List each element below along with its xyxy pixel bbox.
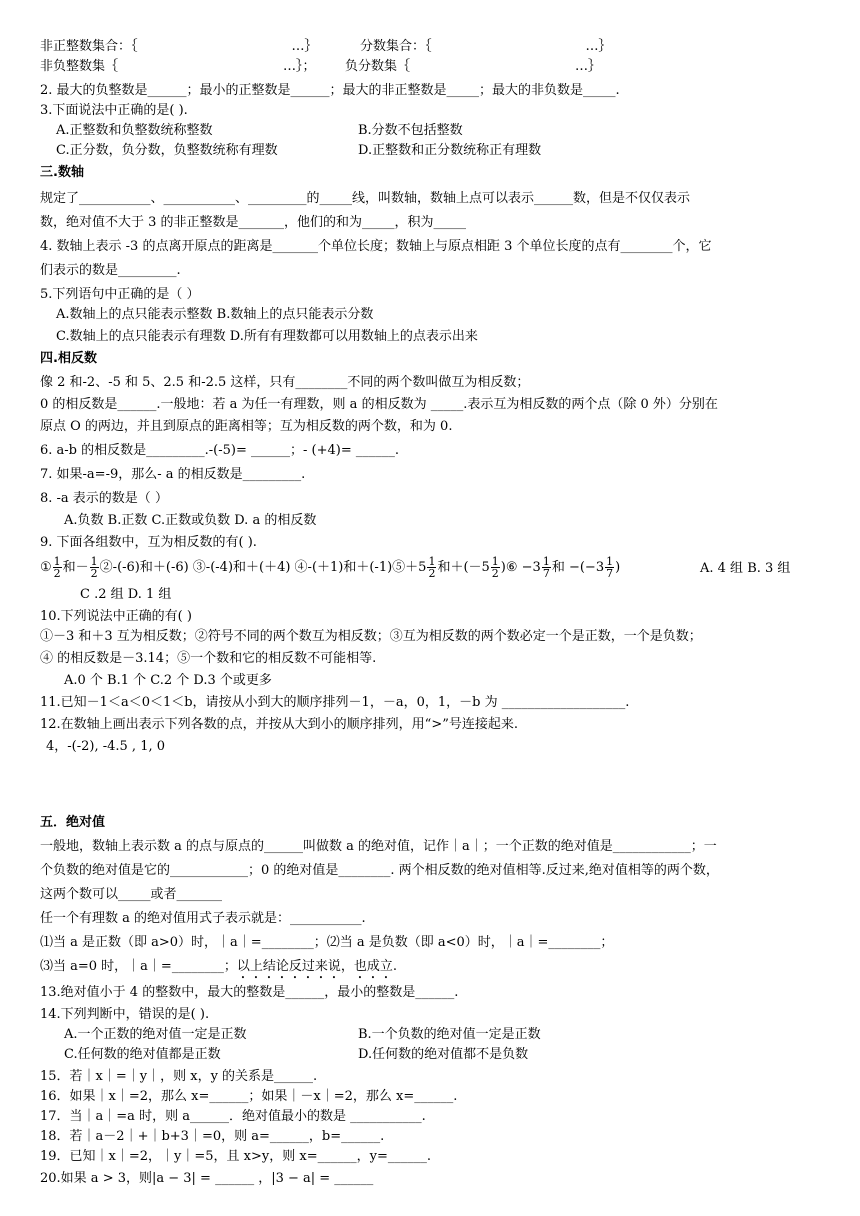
- sec3-paragraph-1: 规定了___________、___________、_________的_____线，叫数轴，数轴上点可以表示______数，但是不仅仅表示: [40, 191, 691, 206]
- question-4-line-2: 们表示的数是_________.: [40, 263, 181, 278]
- fraction-one-half: $\frac{1}{2}$: [90, 555, 98, 580]
- q12-numbers: 4，-(-2), -4.5 , 1, 0: [46, 739, 166, 754]
- question-20: 20.如果 a > 3，则|a − 3| = ______ ，|3 − a| = ______: [40, 1171, 374, 1186]
- q9-text: 和 −(−3: [551, 560, 605, 575]
- neg-fraction-set: [345, 58, 601, 76]
- q3-option-a: A.正整数和负整数统称整数: [56, 123, 213, 138]
- q8-options: A.负数 B.正数 C.正数或负数 D. a 的相反数: [64, 513, 317, 528]
- q14-option-c: C.任何数的绝对值都是正数: [64, 1047, 221, 1062]
- q9-options-cd: C .2 组 D. 1 组: [80, 587, 172, 602]
- q9-options-ab: A. 4 组 B. 3 组: [700, 561, 791, 576]
- question-4-line-1: 4. 数轴上表示 -3 的点离开原点的距离是_______个单位长度；数轴上与原点相距 3 个单位长度的点有________个，它: [40, 239, 712, 254]
- sec4-paragraph-2: 0 的相反数是______.一般地：若 a 为任一有理数，则 a 的相反数为 _____.表示互为相反数的两个点（除 0 外）分别在: [40, 397, 718, 412]
- sec4-paragraph-3: 原点 O 的两边，并且到原点的距离相等；互为相反数的两个数，和为 0.: [40, 419, 453, 434]
- sec5-paragraph-3: 这两个数可以_____或者_______: [40, 887, 223, 902]
- q14-option-a: A.一个正数的绝对值一定是正数: [64, 1027, 247, 1042]
- section-4-title: 四.相反数: [40, 351, 97, 366]
- set-line-2: [40, 58, 316, 76]
- question-13: 13.绝对值小于 4 的整数中，最大的整数是______，最小的整数是______.: [40, 985, 459, 1000]
- question-9-items: [40, 554, 620, 582]
- question-10-stem: 10.下列说法中正确的有( ): [40, 609, 192, 624]
- fraction-one-seventh: $\frac{1}{7}$: [542, 555, 550, 580]
- question-15: 15．若｜x｜=｜y｜，则 x，y 的关系是______.: [40, 1069, 318, 1084]
- sec5-case-3: [40, 958, 397, 982]
- question-19: 19．已知｜x｜=2，｜y｜=5，且 x>y，则 x=______，y=______.: [40, 1149, 431, 1164]
- question-3-stem: 3.下面说法中正确的是( ).: [40, 103, 188, 118]
- question-12: 12.在数轴上画出表示下列各数的点，并按从大到小的顺序排列，用“>”号连接起来.: [40, 717, 518, 732]
- q3-option-b: B.分数不包括整数: [358, 123, 463, 138]
- question-14-stem: 14.下列判断中，错误的是( ).: [40, 1007, 210, 1022]
- q9-text: 和＋(－5: [437, 560, 490, 575]
- fraction-one-half: $\frac{1}{2}$: [53, 555, 61, 580]
- set-end: …｝: [291, 39, 318, 54]
- set-end: …｝: [585, 39, 612, 54]
- nonneg-int-set-label: 非负整数集｛: [40, 59, 119, 74]
- question-18: 18．若｜a－2｜+｜b+3｜=0，则 a=______，b=______.: [40, 1129, 385, 1144]
- fraction-set: [360, 38, 612, 56]
- sec5-case-1-2: ⑴当 a 是正数（即 a>0）时，｜a｜=________；⑵当 a 是负数（即 a<0）时，｜a｜=________；: [40, 935, 614, 950]
- q10-statements-1: ①－3 和＋3 互为相反数；②符号不同的两个数互为相反数；③互为相反数的两个数必定一个是正数，一个是负数；: [40, 629, 702, 644]
- sec5-paragraph-1: 一般地，数轴上表示数 a 的点与原点的______叫做数 a 的绝对值，记作｜a｜；一个正数的绝对值是____________；一: [40, 839, 717, 854]
- question-9-stem: 9. 下面各组数中，互为相反数的有( ).: [40, 535, 257, 550]
- q5-options-cd: C.数轴上的点只能表示有理数 D.所有有理数都可以用数轴上的点表示出来: [56, 329, 478, 344]
- q10-statements-2: ④ 的相反数是－3.14；⑤一个数和它的相反数不可能相等.: [40, 651, 377, 666]
- question-8-stem: 8. -a 表示的数是（ ）: [40, 491, 168, 506]
- fraction-one-half: $\frac{1}{2}$: [428, 555, 436, 580]
- set-end: …｝: [575, 59, 602, 74]
- fraction-one-seventh: $\frac{1}{7}$: [606, 555, 614, 580]
- q9-text: )⑥ −3: [500, 560, 541, 575]
- q14-option-b: B.一个负数的绝对值一定是正数: [358, 1027, 541, 1042]
- question-11: 11.已知－1＜a＜0＜1＜b，请按从小到大的顺序排列－1，－a，0，1，－b 为 ___________________.: [40, 695, 630, 710]
- q10-options: A.0 个 B.1 个 C.2 个 D.3 个或更多: [64, 673, 272, 688]
- q3-option-d: D.正整数和正分数统称正有理数: [358, 143, 542, 158]
- q9-text: ): [615, 560, 621, 575]
- q9-text: 和－: [62, 560, 89, 575]
- sec3-paragraph-2: 数，绝对值不大于 3 的非正整数是_______，他们的和为_____，积为_____: [40, 215, 467, 230]
- q9-text: ②-(-6)和＋(-6) ③-(-4)和＋(＋4) ④-(＋1)和＋(-1)⑤＋5: [99, 560, 427, 575]
- question-5-stem: 5.下列语句中正确的是（ ）: [40, 287, 200, 302]
- question-17: 17．当｜a｜=a 时，则 a______．绝对值最小的数是 ___________.: [40, 1109, 426, 1124]
- nonpositive-int-set-label: 非正整数集合：｛: [40, 39, 138, 54]
- q3-option-c: C.正分数，负分数，负整数统称有理数: [56, 143, 278, 158]
- q5-options-ab: A.数轴上的点只能表示整数 B.数轴上的点只能表示分数: [56, 307, 374, 322]
- case-3-text: ⑶当 a=0 时，｜a｜=________；: [40, 959, 237, 974]
- circled-1: ①: [40, 560, 52, 575]
- sec5-paragraph-4: 任一个有理数 a 的绝对值用式子表示就是：___________.: [40, 911, 366, 926]
- section-3-title: 三.数轴: [40, 165, 84, 180]
- question-16: 16．如果｜x｜=2，那么 x=______；如果｜－x｜=2，那么 x=______.: [40, 1089, 458, 1104]
- question-2: 2. 最大的负整数是______；最小的正整数是______；最大的非正整数是_____；最大的非负数是_____.: [40, 83, 620, 98]
- question-6: 6. a-b 的相反数是_________.-(-5)= ______；- (+4)= ______.: [40, 443, 399, 458]
- fraction-set-label: 分数集合：｛: [360, 39, 432, 54]
- converse-note: 以上结论反过来说，也成立.: [236, 959, 397, 974]
- fraction-one-half: $\frac{1}{2}$: [491, 555, 499, 580]
- set-line-1: [40, 38, 318, 56]
- section-5-title: 五．绝对值: [40, 815, 106, 830]
- q14-option-d: D.任何数的绝对值都不是负数: [358, 1047, 529, 1062]
- sec4-paragraph-1: 像 2 和-2、-5 和 5、2.5 和-2.5 这样，只有________不同的两个数叫做互为相反数；: [40, 375, 530, 390]
- sec5-paragraph-2: 个负数的绝对值是它的____________；0 的绝对值是________. 两个相反数的绝对值相等.反过来,绝对值相等的两个数，: [40, 863, 719, 878]
- set-end: …｝；: [283, 59, 316, 74]
- question-7: 7. 如果-a=-9，那么- a 的相反数是_________.: [40, 467, 306, 482]
- neg-fraction-set-label: 负分数集｛: [345, 59, 411, 74]
